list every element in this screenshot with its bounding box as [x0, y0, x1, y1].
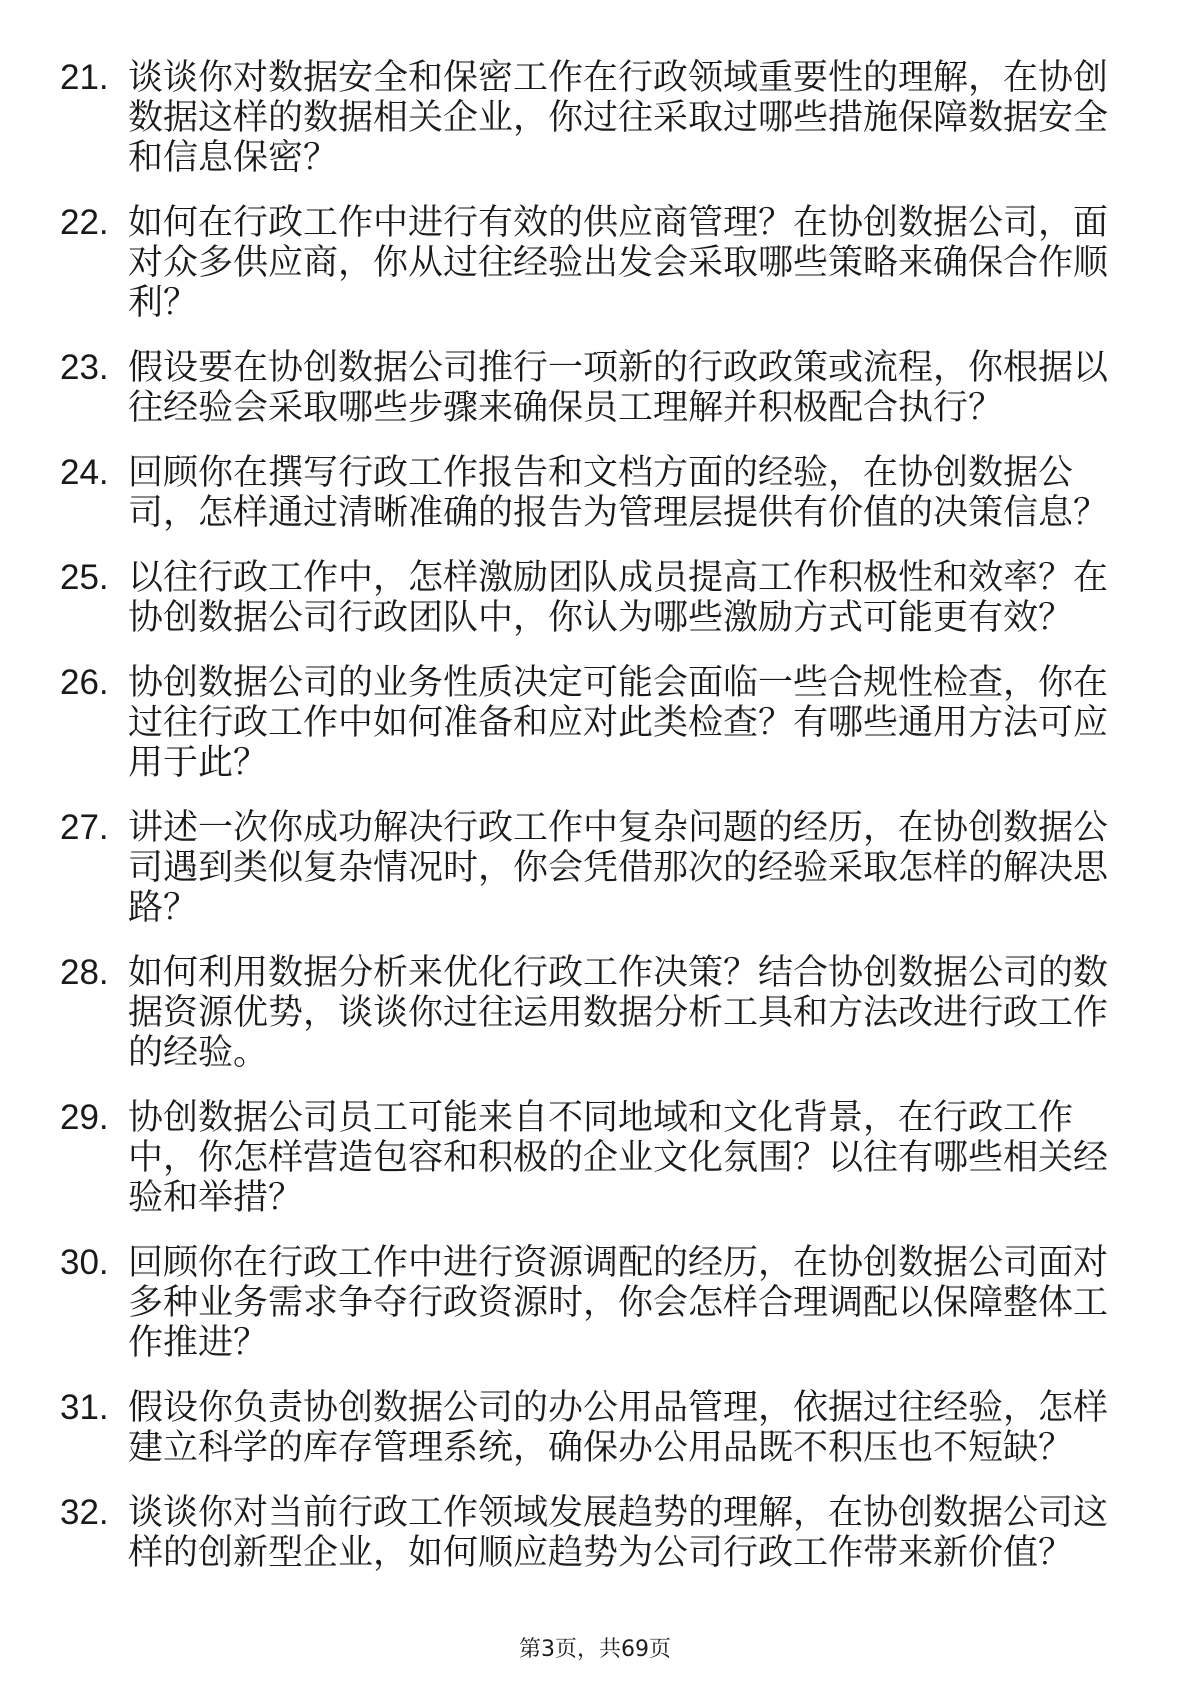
- question-item: [0, 663, 1190, 783]
- question-text: 如何利用数据分析来优化行政工作决策？结合协创数据公司的数据资源优势，谈谈你过往运用数据分析工具和方法改进行政工作的经验。: [128, 953, 1109, 1073]
- question-number: 25.: [60, 558, 109, 597]
- question-number: 27.: [60, 808, 109, 847]
- question-number: 24.: [60, 453, 109, 492]
- question-number: 28.: [60, 953, 109, 992]
- question-text: 如何在行政工作中进行有效的供应商管理？在协创数据公司，面对众多供应商，你从过往经验出发会采取哪些策略来确保合作顺利？: [128, 203, 1109, 323]
- page-footer: 第3页，共69页: [519, 1637, 671, 1662]
- question-text: 回顾你在撰写行政工作报告和文档方面的经验，在协创数据公司，怎样通过清晰准确的报告为管理层提供有价值的决策信息？: [128, 453, 1109, 533]
- question-text: 假设要在协创数据公司推行一项新的行政政策或流程，你根据以往经验会采取哪些步骤来确保员工理解并积极配合执行？: [128, 348, 1109, 428]
- question-text: 谈谈你对数据安全和保密工作在行政领域重要性的理解，在协创数据这样的数据相关企业，你过往采取过哪些措施保障数据安全和信息保密？: [128, 58, 1109, 178]
- question-text: 以往行政工作中，怎样激励团队成员提高工作积极性和效率？在协创数据公司行政团队中，你认为哪些激励方式可能更有效？: [128, 558, 1109, 638]
- question-item: [0, 58, 1190, 178]
- question-number: 21.: [60, 58, 109, 97]
- question-number: 23.: [60, 348, 109, 387]
- question-item: [0, 1243, 1190, 1363]
- question-text: 协创数据公司的业务性质决定可能会面临一些合规性检查，你在过往行政工作中如何准备和应对此类检查？有哪些通用方法可应用于此？: [128, 663, 1109, 783]
- question-text: 回顾你在行政工作中进行资源调配的经历，在协创数据公司面对多种业务需求争夺行政资源时，你会怎样合理调配以保障整体工作推进？: [128, 1243, 1109, 1363]
- question-item: [0, 558, 1190, 638]
- question-item: [0, 453, 1190, 533]
- question-number: 31.: [60, 1388, 109, 1427]
- question-number: 30.: [60, 1243, 109, 1282]
- question-number: 32.: [60, 1493, 109, 1532]
- question-item: [0, 1098, 1190, 1218]
- question-number: 22.: [60, 203, 109, 242]
- question-number: 29.: [60, 1098, 109, 1137]
- question-item: [0, 203, 1190, 323]
- question-item: [0, 953, 1190, 1073]
- question-list: [0, 58, 1190, 1598]
- question-text: 假设你负责协创数据公司的办公用品管理，依据过往经验，怎样建立科学的库存管理系统，确保办公用品既不积压也不短缺？: [128, 1388, 1109, 1468]
- question-text: 协创数据公司员工可能来自不同地域和文化背景，在行政工作中，你怎样营造包容和积极的企业文化氛围？以往有哪些相关经验和举措？: [128, 1098, 1109, 1218]
- question-item: [0, 348, 1190, 428]
- question-text: 谈谈你对当前行政工作领域发展趋势的理解，在协创数据公司这样的创新型企业，如何顺应趋势为公司行政工作带来新价值？: [128, 1493, 1109, 1573]
- question-item: [0, 1388, 1190, 1468]
- question-item: [0, 1493, 1190, 1573]
- question-text: 讲述一次你成功解决行政工作中复杂问题的经历，在协创数据公司遇到类似复杂情况时，你会凭借那次的经验采取怎样的解决思路？: [128, 808, 1109, 928]
- question-number: 26.: [60, 663, 109, 702]
- question-item: [0, 808, 1190, 928]
